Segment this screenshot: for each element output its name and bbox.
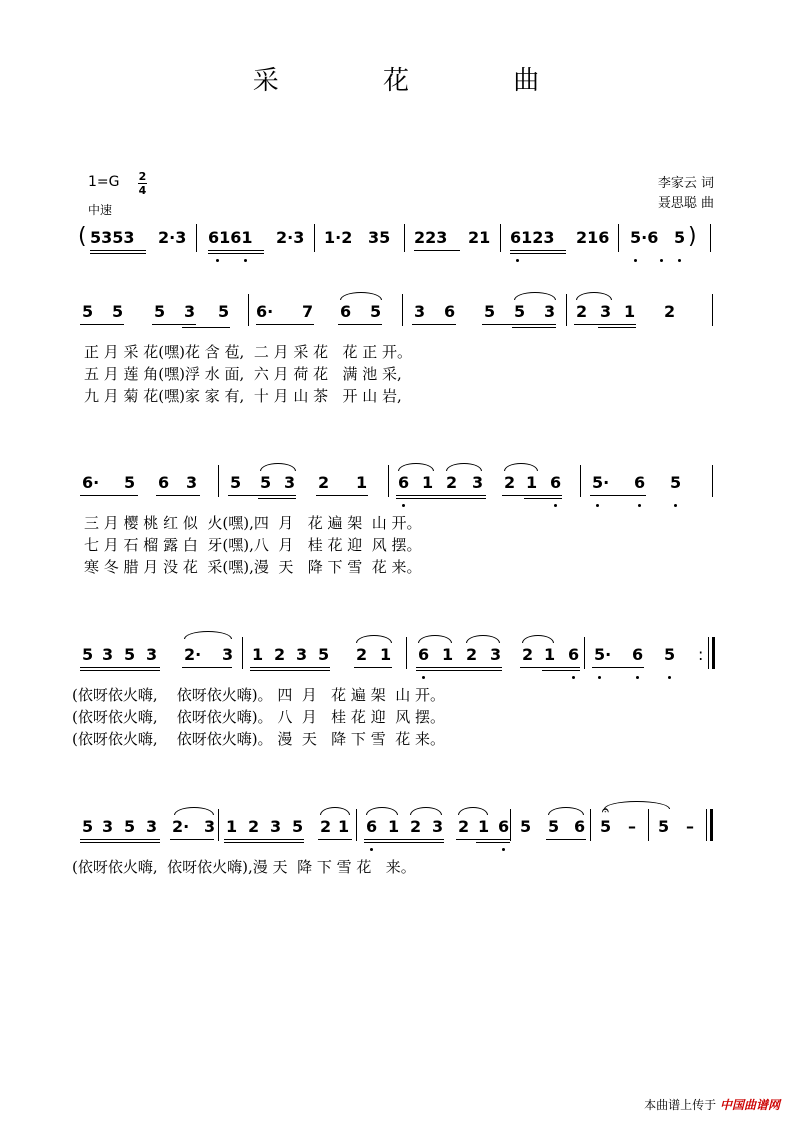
low-octave-dot xyxy=(422,676,425,679)
bar-line xyxy=(712,465,713,497)
note-group: 5·6 xyxy=(630,228,659,247)
note: 3 xyxy=(102,645,114,664)
note: 6 xyxy=(398,473,410,492)
underline xyxy=(80,842,160,843)
note: 2 xyxy=(248,817,260,836)
note: 1 xyxy=(388,817,400,836)
lyric-line: (依呀依火嗨, 依呀依火嗨)。 八 月 桂 花 迎 风 摆。 xyxy=(72,708,445,726)
note: 6 xyxy=(574,817,586,836)
note: 6 xyxy=(418,645,430,664)
note: 3 xyxy=(600,302,612,321)
note: 5 xyxy=(124,473,136,492)
lyric-line: 九 月 菊 花(嘿)家 家 有, 十 月 山 茶 开 山 岩, xyxy=(84,387,402,405)
note: 1 xyxy=(526,473,538,492)
note: 3 xyxy=(432,817,444,836)
note: 1 xyxy=(380,645,392,664)
note: – xyxy=(686,817,694,836)
final-bar-thin xyxy=(706,809,707,841)
note-group: 5353 xyxy=(90,228,135,247)
repeat-bar-thin xyxy=(708,637,709,669)
repeat-dots: : xyxy=(698,645,704,664)
note: 5 xyxy=(514,302,526,321)
tempo-marking: 中速 xyxy=(88,203,113,217)
note-group: 6123 xyxy=(510,228,555,247)
note: 6 xyxy=(444,302,456,321)
note: 2 xyxy=(320,817,332,836)
note-group: 6161 xyxy=(208,228,253,247)
underline xyxy=(414,250,460,251)
low-octave-dot xyxy=(634,259,637,262)
note: 5 xyxy=(260,473,272,492)
underline xyxy=(546,839,586,840)
note: 2 xyxy=(318,473,330,492)
slur xyxy=(320,807,350,815)
note: 5 xyxy=(484,302,496,321)
bar-line xyxy=(356,809,357,841)
low-octave-dot xyxy=(516,259,519,262)
note: 2 xyxy=(446,473,458,492)
close-paren: ) xyxy=(688,224,697,249)
note: 2· xyxy=(172,817,190,836)
fermata-slur xyxy=(604,801,670,809)
note: 6 xyxy=(498,817,510,836)
underline xyxy=(182,667,232,668)
note: 7 xyxy=(302,302,314,321)
lyricist-credit: 李家云 词 xyxy=(657,176,714,191)
note: 5 xyxy=(520,817,532,836)
note: 1 xyxy=(442,645,454,664)
bar-line xyxy=(618,224,619,252)
bar-line xyxy=(580,465,581,497)
bar-line xyxy=(648,809,649,841)
note: 3 xyxy=(284,473,296,492)
note: 2 xyxy=(504,473,516,492)
note-group: 2·3 xyxy=(276,228,305,247)
lyric-line: (依呀依火嗨, 依呀依火嗨)。 四 月 花 遍 架 山 开。 xyxy=(72,686,445,704)
note: 5 xyxy=(670,473,682,492)
note: 3 xyxy=(296,645,308,664)
time-signature xyxy=(138,171,147,196)
slur xyxy=(576,292,612,300)
underline xyxy=(574,324,636,325)
underline xyxy=(338,324,382,325)
low-octave-dot xyxy=(554,504,557,507)
underline xyxy=(396,498,486,499)
underline xyxy=(364,839,444,840)
time-signature-bottom: 4 xyxy=(138,184,147,197)
note: 1 xyxy=(422,473,434,492)
underline xyxy=(524,498,562,499)
underline xyxy=(316,495,368,496)
underline xyxy=(476,842,510,843)
underline xyxy=(156,495,200,496)
note: 3 xyxy=(204,817,216,836)
final-bar-thick xyxy=(710,809,713,841)
note: 2 xyxy=(458,817,470,836)
underline xyxy=(318,839,352,840)
slur xyxy=(514,292,556,300)
underline xyxy=(512,327,556,328)
composer-credit: 聂思聪 曲 xyxy=(657,196,714,211)
lyrics-block-1 xyxy=(0,341,792,411)
note: 6 xyxy=(366,817,378,836)
note: 5 xyxy=(124,645,136,664)
note: 6 xyxy=(568,645,580,664)
lyric-line: 五 月 莲 角(嘿)浮 水 面, 六 月 荷 花 满 池 采, xyxy=(84,365,402,383)
bar-line xyxy=(500,224,501,252)
note: 2 xyxy=(576,302,588,321)
open-paren: ( xyxy=(78,224,87,249)
low-octave-dot xyxy=(370,848,373,851)
footer-text: 本曲谱上传于 xyxy=(644,1098,717,1112)
slur xyxy=(174,807,214,815)
note: 6· xyxy=(82,473,100,492)
underline xyxy=(208,253,264,254)
key-signature: 1=G xyxy=(88,174,120,190)
note: 2· xyxy=(184,645,202,664)
underline xyxy=(80,324,124,325)
note: 6 xyxy=(632,645,644,664)
underline xyxy=(520,667,580,668)
underline xyxy=(170,839,214,840)
note: 5 xyxy=(82,645,94,664)
note: 1 xyxy=(252,645,264,664)
note-group: 35 xyxy=(368,228,391,247)
note: 3 xyxy=(544,302,556,321)
song-title: 采 花 曲 xyxy=(252,66,588,96)
bar-line xyxy=(388,465,389,497)
note: 6 xyxy=(158,473,170,492)
underline xyxy=(80,839,160,840)
underline xyxy=(590,495,646,496)
score-row-1 xyxy=(80,302,720,342)
lyric-line: 七 月 石 榴 露 白 牙(嘿),八 月 桂 花 迎 风 摆。 xyxy=(84,536,422,554)
low-octave-dot xyxy=(572,676,575,679)
note: 3 xyxy=(414,302,426,321)
note: 1 xyxy=(544,645,556,664)
underline xyxy=(228,495,296,496)
note: 5 xyxy=(600,817,612,836)
note: 3 xyxy=(186,473,198,492)
low-octave-dot xyxy=(244,259,247,262)
site-logo[interactable]: 中国曲谱网 xyxy=(719,1098,780,1112)
slur xyxy=(356,635,392,643)
low-octave-dot xyxy=(660,259,663,262)
low-octave-dot xyxy=(402,504,405,507)
note-group: 21 xyxy=(468,228,491,247)
underline xyxy=(396,495,486,496)
low-octave-dot xyxy=(678,259,681,262)
underline xyxy=(412,324,456,325)
underline xyxy=(256,324,314,325)
bar-line xyxy=(218,465,219,497)
note: 5 xyxy=(318,645,330,664)
bar-line xyxy=(314,224,315,252)
note: 5 xyxy=(370,302,382,321)
slur xyxy=(504,463,538,471)
bar-line xyxy=(242,637,243,669)
low-octave-dot xyxy=(674,504,677,507)
underline xyxy=(182,327,230,328)
note: 5 xyxy=(82,302,94,321)
low-octave-dot xyxy=(596,504,599,507)
note-group: 2·3 xyxy=(158,228,187,247)
note: 2 xyxy=(410,817,422,836)
note: 5 xyxy=(112,302,124,321)
bar-line xyxy=(510,809,511,841)
underline xyxy=(152,324,196,325)
bar-line xyxy=(710,224,711,252)
lyrics-block-4 xyxy=(0,856,792,880)
underline xyxy=(598,327,636,328)
note-group: 223 xyxy=(414,228,448,247)
note: 1 xyxy=(356,473,368,492)
slur xyxy=(458,807,488,815)
underline xyxy=(224,839,304,840)
slur xyxy=(410,807,442,815)
note: 6 xyxy=(550,473,562,492)
lyrics-block-2 xyxy=(0,512,792,582)
bar-line xyxy=(566,294,567,326)
bar-line xyxy=(402,294,403,326)
note: 5 xyxy=(292,817,304,836)
note: 5· xyxy=(592,473,610,492)
note: 6 xyxy=(340,302,352,321)
fermata-icon: 𝄐 xyxy=(602,803,609,817)
bar-line xyxy=(712,294,713,326)
note: 2 xyxy=(522,645,534,664)
repeat-bar-thick xyxy=(712,637,715,669)
underline xyxy=(80,495,138,496)
note: 1 xyxy=(624,302,636,321)
lyric-line: 寒 冬 腊 月 没 花 采(嘿),漫 天 降 下 雪 花 来。 xyxy=(84,558,422,576)
note: 3 xyxy=(270,817,282,836)
bar-line xyxy=(406,637,407,669)
time-signature-top: 2 xyxy=(138,170,147,183)
note-group: 5 xyxy=(674,228,686,247)
low-octave-dot xyxy=(216,259,219,262)
underline xyxy=(482,324,556,325)
bar-line xyxy=(590,809,591,841)
footer xyxy=(644,1096,780,1113)
bar-line xyxy=(404,224,405,252)
lyric-line: (依呀依火嗨, 依呀依火嗨)。 漫 天 降 下 雪 花 来。 xyxy=(72,730,445,748)
underline xyxy=(456,839,510,840)
note: 5 xyxy=(154,302,166,321)
slur xyxy=(418,635,452,643)
note: 5 xyxy=(230,473,242,492)
bar-line xyxy=(218,809,219,841)
slur xyxy=(446,463,482,471)
low-octave-dot xyxy=(638,504,641,507)
note: 2 xyxy=(664,302,676,321)
slur xyxy=(260,463,296,471)
note: 3 xyxy=(490,645,502,664)
underline xyxy=(224,842,304,843)
underline xyxy=(592,667,644,668)
underline xyxy=(250,670,330,671)
low-octave-dot xyxy=(502,848,505,851)
underline xyxy=(90,250,146,251)
note: 5 xyxy=(218,302,230,321)
note: 3 xyxy=(222,645,234,664)
note-group: 216 xyxy=(576,228,610,247)
note: 6 xyxy=(634,473,646,492)
underline xyxy=(80,667,160,668)
note: 2 xyxy=(274,645,286,664)
score-row-4 xyxy=(80,803,720,857)
slur xyxy=(522,635,554,643)
note: 5· xyxy=(594,645,612,664)
low-octave-dot xyxy=(636,676,639,679)
note-group: 1·2 xyxy=(324,228,353,247)
note: 5 xyxy=(548,817,560,836)
slur xyxy=(340,292,382,300)
underline xyxy=(364,842,444,843)
underline xyxy=(250,667,330,668)
underline xyxy=(80,670,160,671)
note: 5 xyxy=(124,817,136,836)
slur xyxy=(398,463,434,471)
underline xyxy=(510,250,566,251)
lyric-line: (依呀依火嗨, 依呀依火嗨),漫 天 降 下 雪 花 来。 xyxy=(72,858,416,876)
score-row-2 xyxy=(80,473,720,513)
note: 2 xyxy=(356,645,368,664)
underline xyxy=(258,498,296,499)
underline xyxy=(90,253,146,254)
underline xyxy=(208,250,264,251)
bar-line xyxy=(196,224,197,252)
note: 3 xyxy=(146,645,158,664)
lyrics-block-3 xyxy=(0,684,792,754)
note: 5 xyxy=(664,645,676,664)
lyric-line: 三 月 樱 桃 红 似 火(嘿),四 月 花 遍 架 山 开。 xyxy=(84,514,422,532)
underline xyxy=(416,667,502,668)
note: 5 xyxy=(658,817,670,836)
underline xyxy=(416,670,502,671)
note: – xyxy=(628,817,636,836)
underline xyxy=(542,670,580,671)
underline xyxy=(510,253,566,254)
note: 3 xyxy=(146,817,158,836)
slur xyxy=(366,807,398,815)
bar-line xyxy=(584,637,585,669)
note: 1 xyxy=(478,817,490,836)
bar-line xyxy=(248,294,249,326)
note: 3 xyxy=(472,473,484,492)
lyric-line: 正 月 采 花(嘿)花 含 苞, 二 月 采 花 花 正 开。 xyxy=(84,343,412,361)
note: 3 xyxy=(184,302,196,321)
note: 1 xyxy=(338,817,350,836)
score-row-3 xyxy=(80,645,720,685)
note: 5 xyxy=(82,817,94,836)
note: 2 xyxy=(466,645,478,664)
note: 1 xyxy=(226,817,238,836)
score-row-intro xyxy=(78,224,720,268)
underline xyxy=(354,667,392,668)
slur xyxy=(548,807,584,815)
note: 3 xyxy=(102,817,114,836)
low-octave-dot xyxy=(668,676,671,679)
note: 6· xyxy=(256,302,274,321)
slur xyxy=(184,631,232,639)
slur xyxy=(466,635,500,643)
underline xyxy=(502,495,562,496)
low-octave-dot xyxy=(598,676,601,679)
